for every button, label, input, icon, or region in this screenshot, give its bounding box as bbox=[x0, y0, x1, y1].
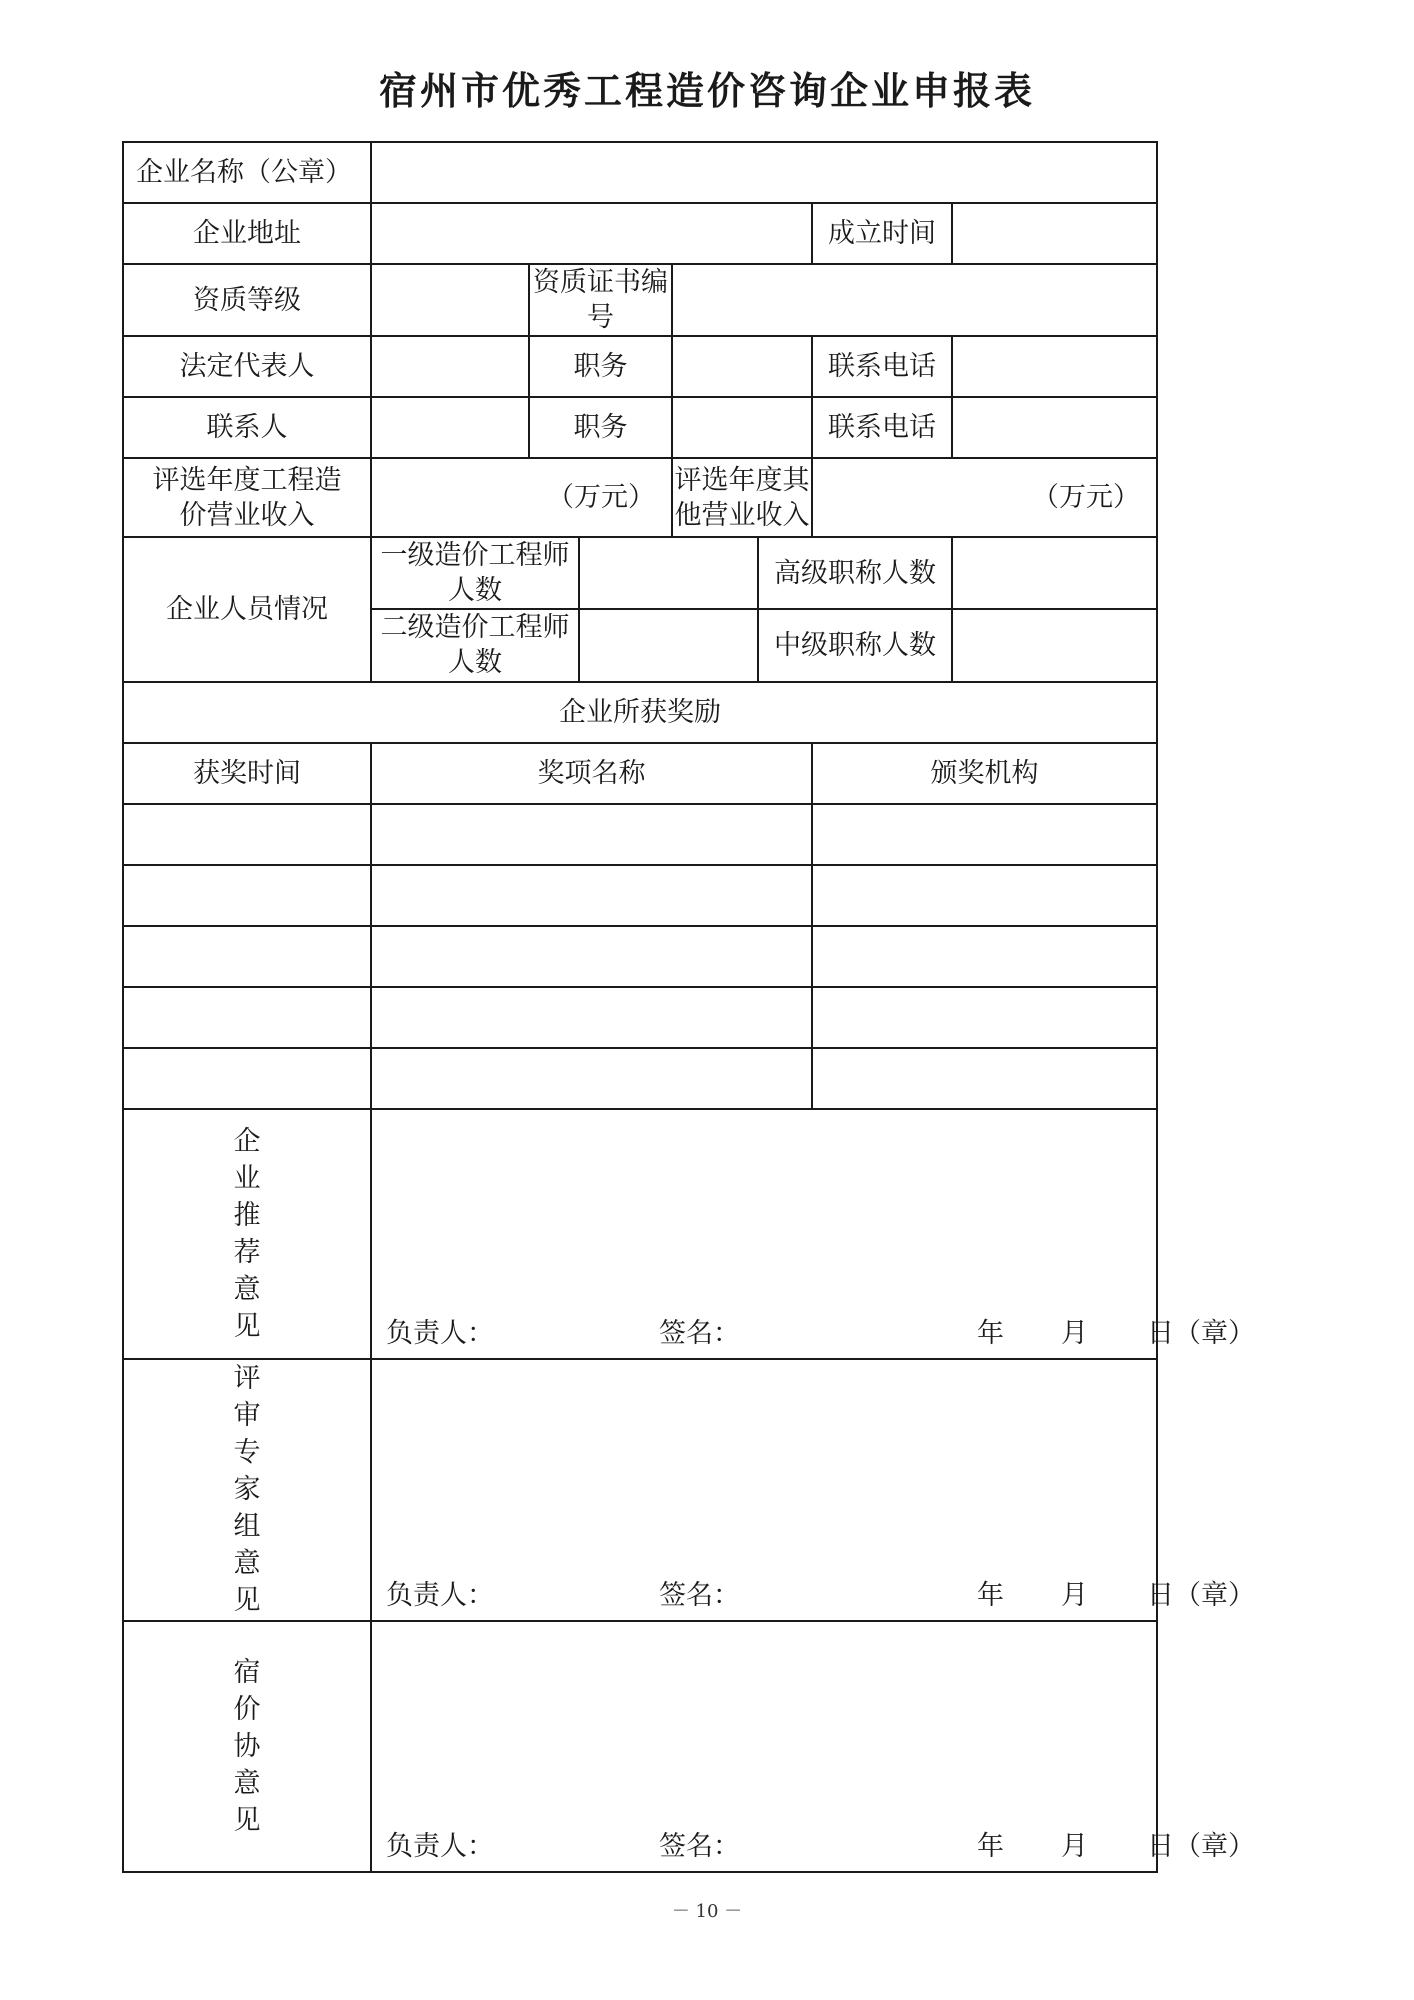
label-char: 荐 bbox=[233, 1236, 261, 1268]
revenue-cost-unit: （万元） bbox=[547, 482, 655, 514]
award-time-field[interactable] bbox=[123, 804, 371, 865]
label-char: 推 bbox=[233, 1199, 261, 1231]
company-name-label: 企业名称（公章） bbox=[123, 142, 371, 203]
signature-sign-label: 签名： bbox=[659, 1318, 740, 1350]
senior-title-field[interactable] bbox=[952, 537, 1157, 609]
award-row bbox=[123, 865, 1157, 926]
label-char: 业 bbox=[233, 1162, 261, 1194]
label-char: 意 bbox=[233, 1273, 261, 1305]
revenue-cost-label bbox=[123, 458, 371, 537]
certificate-no-field[interactable] bbox=[672, 264, 1157, 336]
label-char: 宿 bbox=[233, 1656, 261, 1688]
address-label: 企业地址 bbox=[123, 203, 371, 264]
page-number: － 10 － bbox=[671, 1901, 743, 1922]
contact-position-label: 职务 bbox=[529, 397, 672, 458]
signature-day-label: 日（章） bbox=[1147, 1318, 1255, 1350]
award-time-field[interactable] bbox=[123, 865, 371, 926]
label-char: 见 bbox=[233, 1585, 261, 1617]
second-grade-engineer-field[interactable] bbox=[579, 609, 758, 681]
association-opinion-label bbox=[123, 1621, 371, 1872]
legal-rep-position-label: 职务 bbox=[529, 336, 672, 397]
award-name-field[interactable] bbox=[371, 1048, 812, 1109]
expert-review-field[interactable] bbox=[371, 1359, 1255, 1621]
awards-section-title: 企业所获奖励 bbox=[123, 682, 1157, 743]
signature-month-label: 月 bbox=[1061, 1580, 1088, 1612]
award-row bbox=[123, 804, 1157, 865]
award-row bbox=[123, 1048, 1157, 1109]
label-char: 组 bbox=[233, 1511, 261, 1543]
label-char: 意 bbox=[233, 1767, 261, 1799]
revenue-other-label-line2: 他营业收入 bbox=[674, 499, 810, 531]
label-char: 意 bbox=[233, 1548, 261, 1580]
senior-title-label: 高级职称人数 bbox=[758, 537, 952, 609]
award-issuer-field[interactable] bbox=[812, 987, 1157, 1048]
label-char: 见 bbox=[233, 1804, 261, 1836]
legal-rep-phone-label: 联系电话 bbox=[812, 336, 952, 397]
award-row bbox=[123, 987, 1157, 1048]
certificate-no-label: 资质证书编号 bbox=[529, 264, 672, 336]
revenue-other-unit: （万元） bbox=[1032, 482, 1140, 514]
expert-review-label bbox=[123, 1359, 371, 1621]
revenue-cost-field[interactable] bbox=[371, 458, 672, 537]
company-recommendation-field[interactable] bbox=[371, 1109, 1255, 1359]
contact-label: 联系人 bbox=[123, 397, 371, 458]
legal-rep-label: 法定代表人 bbox=[123, 336, 371, 397]
award-time-field[interactable] bbox=[123, 987, 371, 1048]
signature-year-label: 年 bbox=[977, 1318, 1004, 1350]
signature-year-label: 年 bbox=[977, 1580, 1004, 1612]
first-grade-engineer-field[interactable] bbox=[579, 537, 758, 609]
award-name-field[interactable] bbox=[371, 926, 812, 987]
award-issuer-field[interactable] bbox=[812, 926, 1157, 987]
award-name-field[interactable] bbox=[371, 804, 812, 865]
founded-field[interactable] bbox=[952, 203, 1157, 264]
label-char: 审 bbox=[233, 1400, 261, 1432]
legal-rep-position-field[interactable] bbox=[672, 336, 812, 397]
award-name-field[interactable] bbox=[371, 865, 812, 926]
signature-year-label: 年 bbox=[977, 1831, 1004, 1863]
address-field[interactable] bbox=[371, 203, 812, 264]
revenue-other-label-line1: 评选年度其 bbox=[674, 464, 810, 496]
award-time-field[interactable] bbox=[123, 926, 371, 987]
association-opinion-field[interactable] bbox=[371, 1621, 1255, 1872]
label-char: 评 bbox=[233, 1363, 261, 1395]
award-issuer-field[interactable] bbox=[812, 865, 1157, 926]
revenue-other-label bbox=[672, 458, 812, 537]
legal-rep-phone-field[interactable] bbox=[952, 336, 1157, 397]
company-recommendation-label bbox=[123, 1109, 371, 1359]
signature-person-label: 负责人： bbox=[386, 1831, 494, 1863]
awards-col-issuer: 颁奖机构 bbox=[812, 743, 1157, 804]
revenue-other-field[interactable] bbox=[812, 458, 1157, 537]
awards-col-name: 奖项名称 bbox=[371, 743, 812, 804]
label-char: 家 bbox=[233, 1474, 261, 1506]
middle-title-field[interactable] bbox=[952, 609, 1157, 681]
award-issuer-field[interactable] bbox=[812, 804, 1157, 865]
second-grade-engineer-label: 二级造价工程师人数 bbox=[371, 609, 579, 681]
label-char: 专 bbox=[233, 1437, 261, 1469]
award-issuer-field[interactable] bbox=[812, 1048, 1157, 1109]
contact-position-field[interactable] bbox=[672, 397, 812, 458]
staff-label: 企业人员情况 bbox=[123, 537, 371, 681]
award-time-field[interactable] bbox=[123, 1048, 371, 1109]
signature-month-label: 月 bbox=[1061, 1318, 1088, 1350]
award-name-field[interactable] bbox=[371, 987, 812, 1048]
label-char: 协 bbox=[233, 1730, 261, 1762]
qualification-level-label: 资质等级 bbox=[123, 264, 371, 336]
signature-month-label: 月 bbox=[1061, 1831, 1088, 1863]
qualification-level-field[interactable] bbox=[371, 264, 529, 336]
label-char: 企 bbox=[233, 1125, 261, 1157]
legal-rep-field[interactable] bbox=[371, 336, 529, 397]
label-char: 见 bbox=[233, 1310, 261, 1342]
signature-sign-label: 签名： bbox=[659, 1831, 740, 1863]
revenue-cost-label-line1: 评选年度工程造 bbox=[152, 464, 342, 496]
company-name-field[interactable] bbox=[371, 142, 1157, 203]
revenue-cost-label-line2: 价营业收入 bbox=[179, 499, 315, 531]
signature-day-label: 日（章） bbox=[1147, 1831, 1255, 1863]
award-row bbox=[123, 926, 1157, 987]
signature-person-label: 负责人： bbox=[386, 1580, 494, 1612]
label-char: 价 bbox=[233, 1693, 261, 1725]
application-form bbox=[122, 141, 1255, 1873]
form-title: 宿州市优秀工程造价咨询企业申报表 bbox=[378, 68, 1035, 113]
awards-col-time: 获奖时间 bbox=[123, 743, 371, 804]
contact-field[interactable] bbox=[371, 397, 529, 458]
contact-phone-field[interactable] bbox=[952, 397, 1157, 458]
middle-title-label: 中级职称人数 bbox=[758, 609, 952, 681]
signature-person-label: 负责人： bbox=[386, 1318, 494, 1350]
first-grade-engineer-label: 一级造价工程师人数 bbox=[371, 537, 579, 609]
signature-day-label: 日（章） bbox=[1147, 1580, 1255, 1612]
signature-sign-label: 签名： bbox=[659, 1580, 740, 1612]
founded-label: 成立时间 bbox=[812, 203, 952, 264]
contact-phone-label: 联系电话 bbox=[812, 397, 952, 458]
